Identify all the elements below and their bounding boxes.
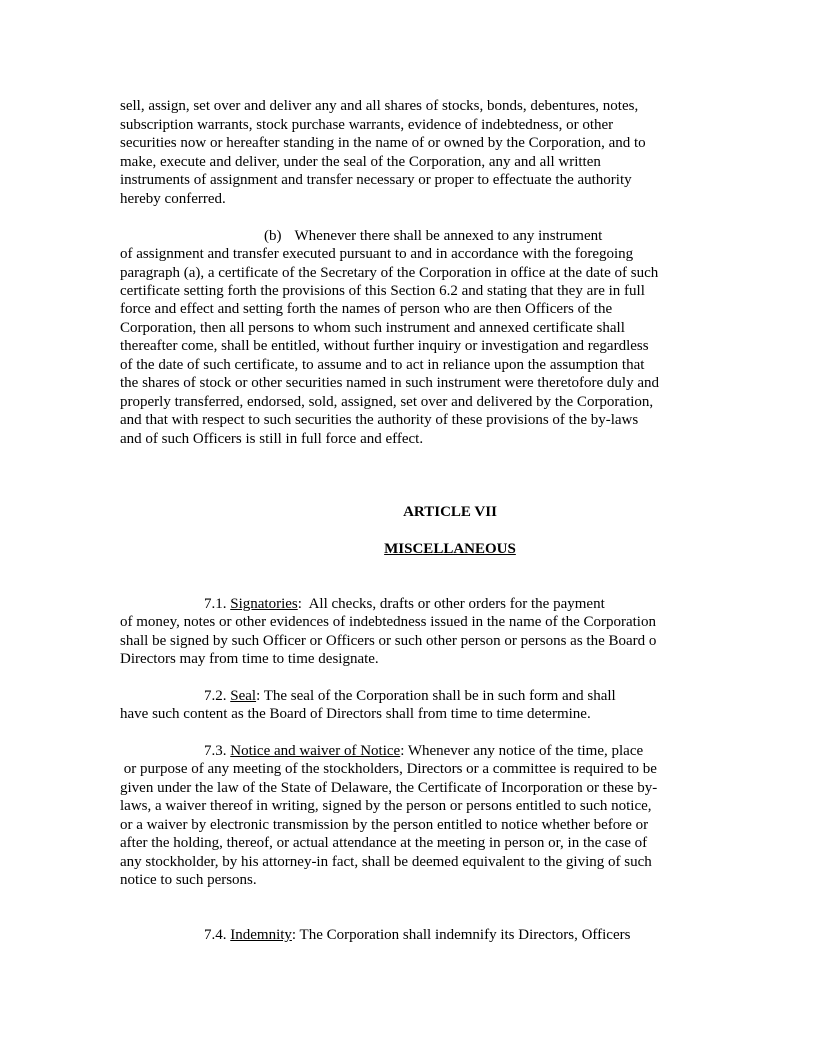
text-line: Directors may from time to time designate. — [120, 651, 379, 667]
section-first-text: : Whenever any notice of the time, place — [400, 743, 644, 759]
section-first-line — [204, 926, 630, 944]
text-line: thereafter come, shall be entitled, without further inquiry or investigation and regardless — [120, 338, 649, 354]
text-line: securities now or hereafter standing in the name of or owned by the Corporation, and to — [120, 135, 646, 151]
text-line: of money, notes or other evidences of indebtedness issued in the name of the Corporation — [120, 614, 656, 630]
text-line: and of such Officers is still in full force and effect. — [120, 431, 424, 447]
section-first-line — [204, 595, 605, 613]
text-line: or a waiver by electronic transmission by the person entitled to notice whether before or — [120, 817, 649, 833]
text-line: after the holding, thereof, or actual attendance at the meeting in person or, in the case of — [120, 835, 648, 851]
section-number: 7.1. — [204, 596, 231, 612]
text-line: of the date of such certificate, to assume and to act in reliance upon the assumption that — [120, 357, 645, 373]
text-line: laws, a waiver thereof in writing, signed by the person or persons entitled to such notice, — [120, 798, 652, 814]
text-line: subscription warrants, stock purchase warrants, evidence of indebtedness, or other — [120, 117, 614, 133]
text-line: hereby conferred. — [120, 191, 226, 207]
text-line: notice to such persons. — [120, 872, 257, 888]
text-line: paragraph (a), a certificate of the Secretary of the Corporation in office at the date of such — [120, 265, 659, 281]
text-line: or purpose of any meeting of the stockholders, Directors or a committee is required to be — [120, 761, 657, 777]
section-number: 7.4. — [204, 927, 231, 943]
text-line: the shares of stock or other securities named in such instrument were theretofore duly and — [120, 375, 659, 391]
section-first-text: : The seal of the Corporation shall be in such form and shall — [256, 688, 616, 704]
section-first-line — [204, 687, 616, 705]
section-number: 7.3. — [204, 743, 231, 759]
section-heading: Signatories — [230, 596, 298, 612]
section-heading: Indemnity — [230, 927, 292, 943]
text-line: Corporation, then all persons to whom such instrument and annexed certificate shall — [120, 320, 625, 336]
text-line: instruments of assignment and transfer necessary or proper to effectuate the authority — [120, 172, 632, 188]
text-line: given under the law of the State of Delaware, the Certificate of Incorporation or these by- — [120, 780, 658, 796]
section-first-text: : The Corporation shall indemnify its Directors, Officers — [291, 927, 631, 943]
text-line: properly transferred, endorsed, sold, assigned, set over and delivered by the Corporation, — [120, 394, 654, 410]
paragraph-marker: (b) — [264, 228, 282, 244]
article-title: MISCELLANEOUS — [384, 541, 516, 557]
section-heading: Seal — [230, 688, 257, 704]
text-line: of assignment and transfer executed pursuant to and in accordance with the foregoing — [120, 246, 634, 262]
text-line: have such content as the Board of Directors shall from time to time determine. — [120, 706, 591, 722]
article-number: ARTICLE VII — [403, 504, 497, 520]
section-heading: Notice and waiver of Notice — [230, 743, 401, 759]
paragraph-first-text: Whenever there shall be annexed to any instrument — [294, 228, 603, 244]
text-line: shall be signed by such Officer or Officers or such other person or persons as the Board o — [120, 633, 657, 649]
section-first-line — [204, 742, 643, 760]
text-line: make, execute and deliver, under the seal of the Corporation, any and all written — [120, 154, 601, 170]
text-line: any stockholder, by his attorney-in fact, shall be deemed equivalent to the giving of such — [120, 854, 652, 870]
text-line: sell, assign, set over and deliver any and all shares of stocks, bonds, debentures, notes, — [120, 98, 639, 114]
text-line: force and effect and setting forth the names of person who are then Officers of the — [120, 301, 613, 317]
section-first-text: : All checks, drafts or other orders for the payment — [297, 596, 605, 612]
section-number: 7.2. — [204, 688, 231, 704]
text-line: and that with respect to such securities the authority of these provisions of the by-laws — [120, 412, 639, 428]
text-line: certificate setting forth the provisions of this Section 6.2 and stating that they are in full — [120, 283, 645, 299]
paragraph-b-first-line — [264, 227, 602, 245]
